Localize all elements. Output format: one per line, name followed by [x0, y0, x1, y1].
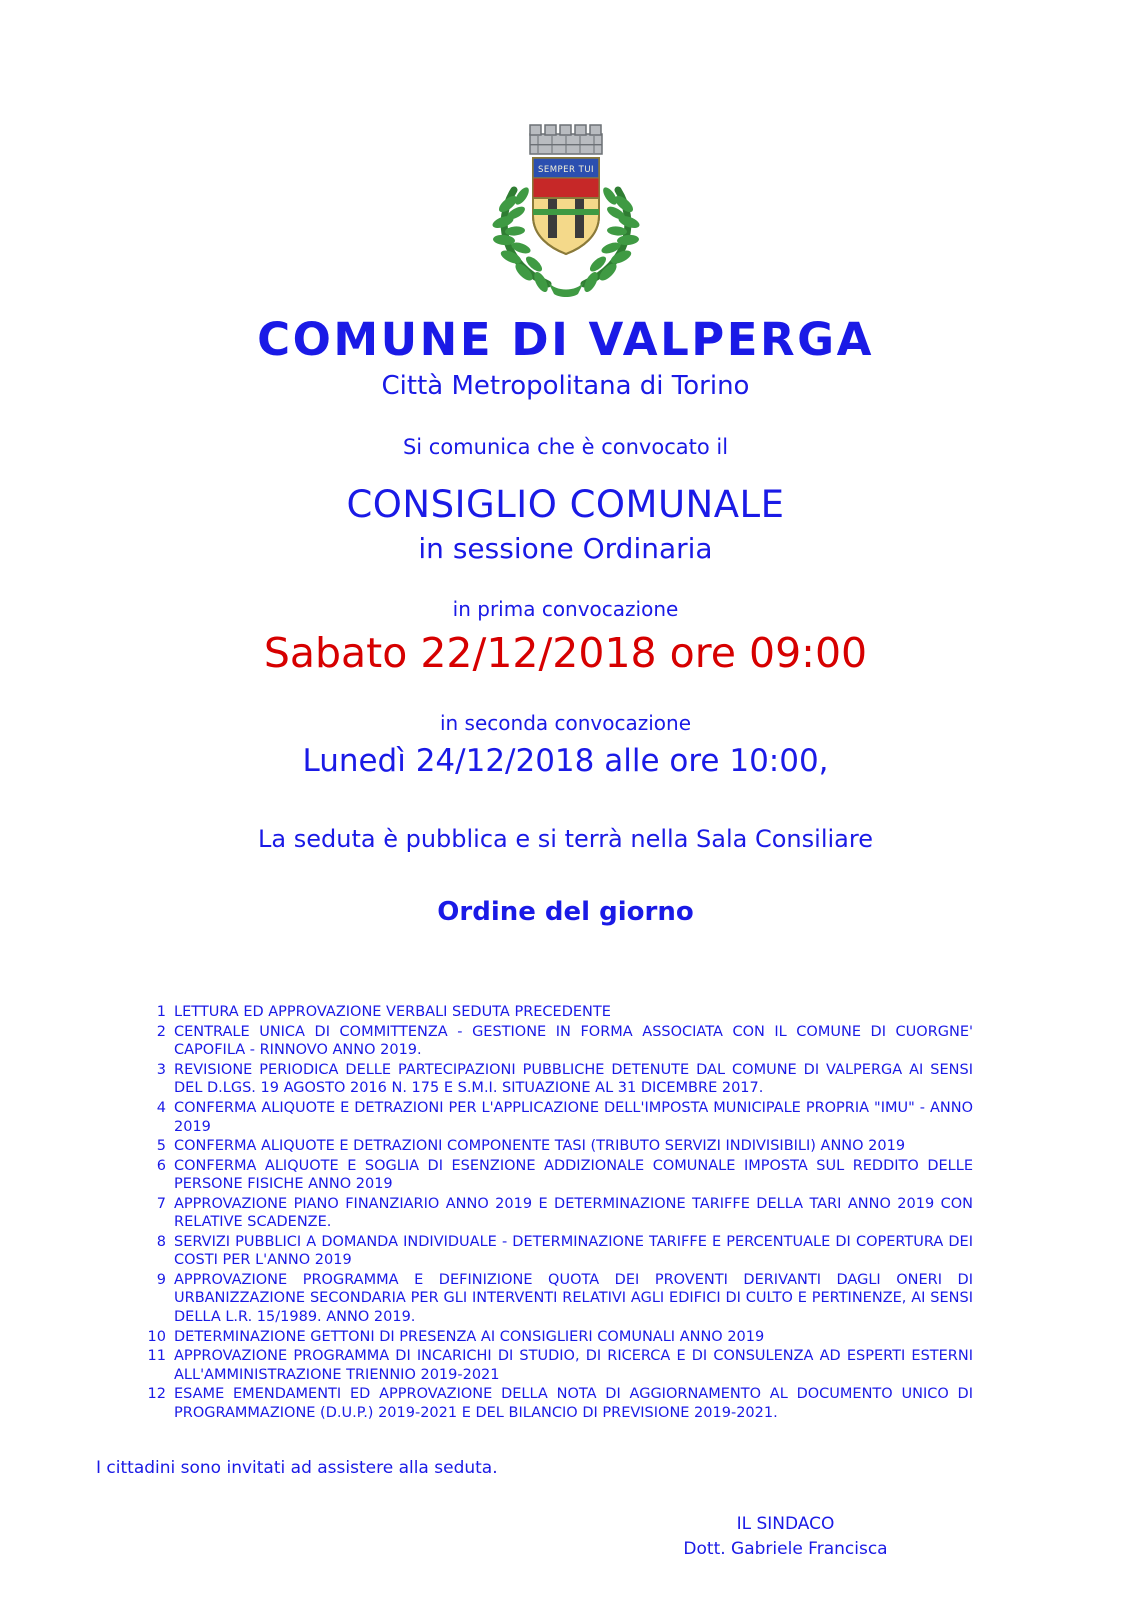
agenda-item-number: 9: [156, 1271, 166, 1288]
list-item: [140, 1271, 973, 1327]
signature-title: IL SINDACO: [736, 1514, 835, 1535]
agenda-item-text: CENTRALE UNICA DI COMMITTENZA - GESTIONE IN FORMA ASSOCIATA CON IL COMUNE DI CUORGNE' CAPOFILA - RINNOVO ANNO 2019.: [174, 1023, 973, 1059]
page-title: COMUNE DI VALPERGA: [257, 313, 874, 366]
list-item: [140, 1061, 973, 1098]
signature-block: [80, 1512, 1051, 1561]
agenda-item-number: 11: [147, 1348, 166, 1365]
agenda-item-text: APPROVAZIONE PROGRAMMA DI INCARICHI DI STUDIO, DI RICERCA E DI CONSULENZA AD ESPERTI ESTERNI ALL'AMMINISTRAZIONE TRIENNIO 2019-2021: [174, 1348, 973, 1383]
agenda-item-number: 6: [156, 1157, 166, 1174]
agenda-item-text: CONFERMA ALIQUOTE E DETRAZIONI COMPONENTE TASI (TRIBUTO SERVIZI INDIVISIBILI) ANNO 2019: [174, 1138, 906, 1155]
agenda-list: [80, 1003, 1051, 1422]
agenda-item-text: APPROVAZIONE PIANO FINANZIARIO ANNO 2019 E DETERMINAZIONE TARIFFE DELLA TARI ANNO 2019 CON RELATIVE SCADENZE.: [174, 1195, 973, 1231]
list-item: [140, 1195, 973, 1232]
agenda-item-text: APPROVAZIONE PROGRAMMA E DEFINIZIONE QUOTA DEI PROVENTI DERIVANTI DAGLI ONERI DI URBANIZZAZIONE SECONDARIA PER GLI INTERVENTI RELATIVI AGLI EDIFICI DI CULTO E PERTINENZE, AI SENSI DELLA L.R. 15/1989. ANNO 2019.: [174, 1271, 973, 1325]
agenda-item-number: 7: [156, 1195, 166, 1212]
list-item: [140, 1328, 973, 1347]
signature-name: Dott. Gabriele Francisca: [683, 1538, 888, 1559]
list-item: [140, 1099, 973, 1136]
second-call-date: Lunedì 24/12/2018 alle ore 10:00,: [302, 743, 829, 780]
agenda-item-number: 1: [156, 1004, 166, 1021]
agenda-item-number: 8: [156, 1233, 166, 1250]
agenda-item-text: LETTURA ED APPROVAZIONE VERBALI SEDUTA PRECEDENTE: [174, 1004, 611, 1021]
agenda-item-number: 12: [147, 1386, 166, 1403]
list-item: [140, 1347, 973, 1384]
agenda-item-text: ESAME EMENDAMENTI ED APPROVAZIONE DELLA NOTA DI AGGIORNAMENTO AL DOCUMENTO UNICO DI PROGRAMMAZIONE (D.U.P.) 2019-2021 E DEL BILANCIO DI PREVISIONE 2019-2021.: [174, 1386, 973, 1421]
public-session-notice: La seduta è pubblica e si terrà nella Sala Consiliare: [258, 825, 873, 854]
first-call-date: Sabato 22/12/2018 ore 09:00: [263, 629, 868, 678]
agenda-item-text: DETERMINAZIONE GETTONI DI PRESENZA AI CONSIGLIERI COMUNALI ANNO 2019: [174, 1328, 765, 1345]
list-item: [140, 1137, 973, 1156]
list-item: [140, 1233, 973, 1270]
agenda-item-text: REVISIONE PERIODICA DELLE PARTECIPAZIONI PUBBLICHE DETENUTE DAL COMUNE DI VALPERGA AI SENSI DEL D.LGS. 19 AGOSTO 2016 N. 175 E S.M.I. SITUAZIONE AL 31 DICEMBRE 2017.: [174, 1061, 973, 1097]
list-item: [140, 1023, 973, 1060]
agenda-item-number: 5: [156, 1138, 166, 1155]
agenda-item-text: CONFERMA ALIQUOTE E SOGLIA DI ESENZIONE ADDIZIONALE COMUNALE IMPOSTA SUL REDDITO DELLE PERSONE FISICHE ANNO 2019: [174, 1157, 973, 1193]
agenda-item-number: 2: [156, 1023, 166, 1040]
agenda-item-text: CONFERMA ALIQUOTE E DETRAZIONI PER L'APPLICAZIONE DELL'IMPOSTA MUNICIPALE PROPRIA "IMU" - ANNO 2019: [174, 1099, 973, 1135]
notice-session-type: in sessione Ordinaria: [418, 532, 713, 566]
agenda-item-number: 3: [156, 1061, 166, 1078]
notice-body-title: CONSIGLIO COMUNALE: [346, 483, 785, 527]
list-item: [140, 1385, 973, 1422]
agenda-item-text: SERVIZI PUBBLICI A DOMANDA INDIVIDUALE - DETERMINAZIONE TARIFFE E PERCENTUALE DI COPERTURA DEI COSTI PER L'ANNO 2019: [174, 1233, 973, 1269]
crest-container: [80, 0, 1051, 302]
notice-intro: Si comunica che è convocato il: [402, 435, 729, 460]
page-subtitle: Città Metropolitana di Torino: [381, 371, 750, 402]
agenda-item-number: 10: [147, 1328, 166, 1345]
svg-text:SEMPER TUI: SEMPER TUI: [537, 165, 594, 175]
coat-of-arms-icon: [486, 112, 646, 297]
second-call-label: in seconda convocazione: [439, 711, 692, 736]
list-item: [140, 1003, 973, 1022]
first-call-label: in prima convocazione: [452, 597, 679, 622]
agenda-heading: Ordine del giorno: [437, 897, 694, 928]
invitation-text: I cittadini sono invitati ad assistere alla seduta.: [96, 1458, 498, 1479]
list-item: [140, 1157, 973, 1194]
agenda-item-number: 4: [156, 1099, 166, 1116]
